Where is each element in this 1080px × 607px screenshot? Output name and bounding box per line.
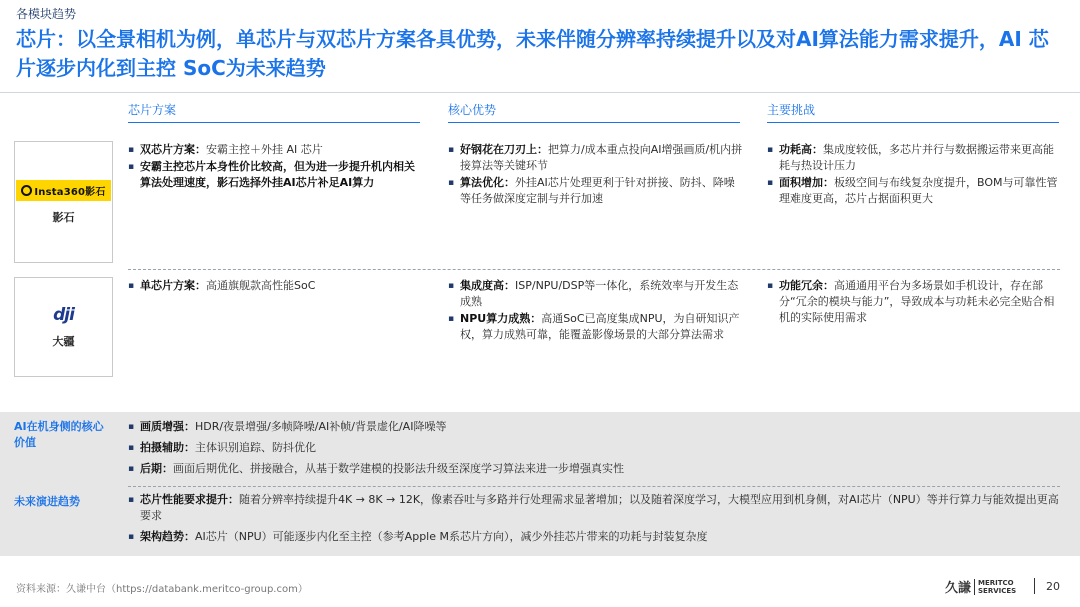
item-text: 随着分辨率持续提升4K → 8K → 12K，像素吞吐与多路并行处理需求显著增加；以及随着深度学习，大模型应用到机身侧，对AI芯片（NPU）等并行算力与能效提出更高要求 [140,493,1059,522]
insta360-scheme [128,142,420,192]
list-item [128,142,420,158]
item-text: 高通SoC已高度集成NPU，为自研知识产权，算力成熟可靠，能覆盖影像场景的大部分算法需求 [460,312,740,341]
item-label: 双芯片方案： [140,143,206,156]
list-item [128,529,1068,545]
insta360-advantages [448,142,744,208]
dji-logo: dji [53,305,74,325]
item-text: AI芯片（NPU）可能逐步内化至主控（参考Apple M系芯片方向），减少外挂芯片带来的功耗与封装复杂度 [195,530,708,543]
item-text: HDR/夜景增强/多帧降噪/AI补帧/背景虚化/AI降噪等 [195,420,447,433]
footer-separator [1034,578,1035,594]
core-value-list [128,419,1068,482]
item-label: 好钢花在刀刃上： [460,143,548,156]
list-item [128,419,1068,435]
item-label: 架构趋势： [140,530,195,543]
dji-scheme [128,278,420,295]
item-label: 画质增强： [140,420,195,433]
insta360-ring-icon [21,185,32,196]
item-text: 把算力/成本重点投向AI增强画质/机内拼接算法等关键环节 [460,143,743,172]
insta360-logo-text: Insta360影石 [34,186,106,198]
item-text: ISP/NPU/DSP等一体化，系统效率与开发生态成熟 [460,279,739,308]
item-label: 安霸主控芯片本身性价比较高，但为进一步提升机内相关算法处理速度，影石选择外挂AI芯片补足AI算力 [140,160,415,189]
item-label: 功能冗余： [779,279,834,292]
logo-en-line-2: SERVICES [978,586,1017,595]
item-text: 画面后期优化、拼接融合，从基于数学建模的投影法升级至深度学习算法来进一步增强真实性 [173,462,624,475]
list-item [128,440,1068,456]
column-header-advantages: 核心优势 [448,101,740,123]
logo-en-line-1: MERITCO [978,578,1014,587]
item-label: 算法优化： [460,176,515,189]
list-item [448,175,744,207]
list-item [128,461,1068,477]
company-card-dji [14,277,113,377]
list-item [767,142,1063,174]
column-header-scheme: 芯片方案 [128,101,420,123]
list-item [448,278,744,310]
list-item [767,175,1063,207]
list-item [448,311,744,343]
item-text: 安霸主控＋外挂 AI 芯片 [206,143,323,156]
company-name: 影石 [52,210,75,224]
page-title: 芯片：以全景相机为例，单芯片与双芯片方案各具优势，未来伴随分辨率持续提升以及对AI算法能力需求提升，AI 芯片逐步内化到主控 SoC为未来趋势 [16,27,1049,80]
list-item [128,278,420,294]
company-card-insta360 [14,141,113,263]
list-item [448,142,744,174]
item-text: 集成度较低，多芯片并行与数据搬运带来更高能耗与热设计压力 [779,143,1054,172]
item-text: 高通通用平台为多场景如手机设计，存在部分“冗余的模块与能力”，导致成本与功耗未必完全贴合相机的实际使用需求 [779,279,1055,324]
core-value-label: AI在机身侧的核心价值 [14,420,104,449]
row-divider [128,269,1060,270]
panel-divider [128,486,1060,487]
item-label: 单芯片方案： [140,279,206,292]
item-label: 拍摄辅助： [140,441,195,454]
item-label: 芯片性能要求提升： [140,493,239,506]
list-item [128,159,420,191]
list-item [767,278,1063,326]
dji-challenges [767,278,1063,327]
column-header-challenges: 主要挑战 [767,101,1059,123]
future-trend-list [128,492,1068,550]
logo-cn-text: 久謙 [945,581,972,596]
item-label: 集成度高： [460,279,515,292]
future-trend-label: 未来演进趋势 [14,495,80,508]
page-number: 20 [1046,580,1060,593]
item-label: 面积增加： [779,176,834,189]
dji-advantages [448,278,744,344]
item-text: 主体识别追踪、防抖优化 [195,441,316,454]
item-text: 板级空间与布线复杂度提升，BOM与可靠性管理难度更高，芯片占据面积更大 [779,176,1058,205]
insta360-challenges [767,142,1063,208]
item-text: 外挂AI芯片处理更利于针对拼接、防抖、降噪等任务做深度定制与并行加速 [460,176,735,205]
meritco-logo [945,577,1016,596]
company-name: 大疆 [52,335,75,348]
list-item [128,492,1068,524]
insta360-logo [16,180,110,201]
logo-en-text [974,579,1016,595]
item-label: NPU算力成熟： [460,312,542,325]
item-text: 高通旗舰款高性能SoC [206,279,316,292]
item-label: 后期： [140,462,173,475]
item-label: 功耗高： [779,143,823,156]
header-divider [0,92,1080,93]
section-tag: 各模块趋势 [16,7,77,21]
source-note: 资料来源：久谦中台（https://databank.meritco-group.com） [16,584,308,595]
